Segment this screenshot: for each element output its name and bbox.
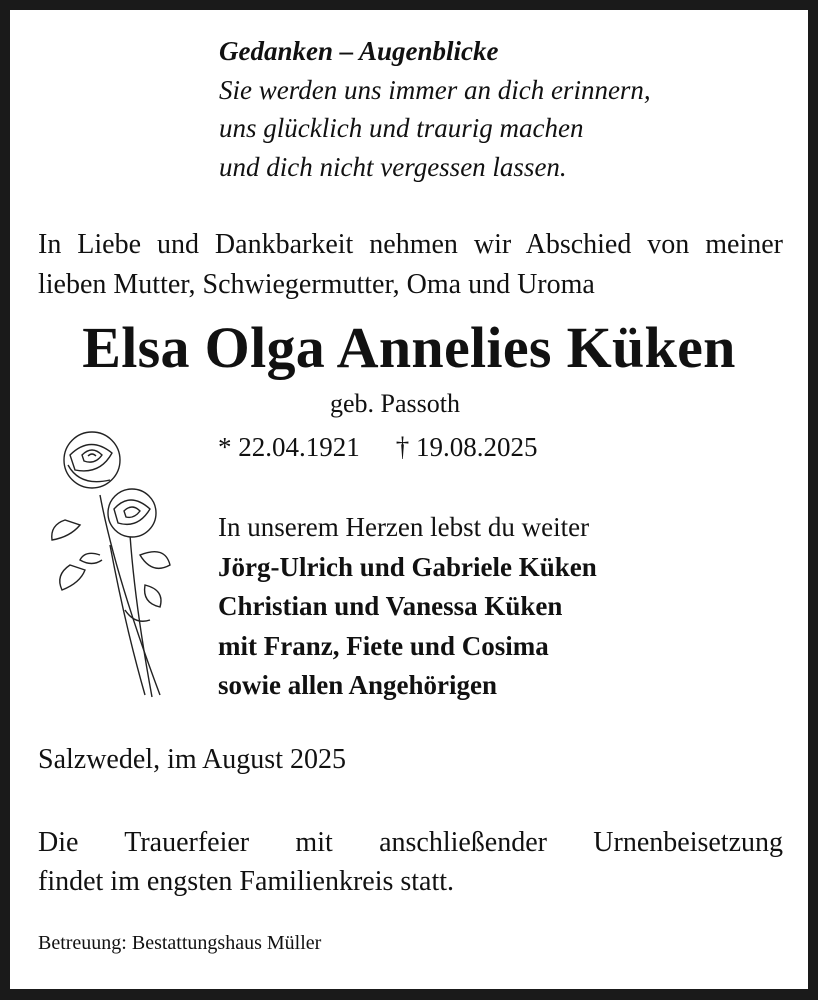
family-member: mit Franz, Fiete und Cosima	[218, 630, 549, 661]
rose-illustration	[40, 425, 180, 705]
poem-line: und dich nicht vergessen lassen.	[219, 151, 567, 182]
birth-date: * 22.04.1921	[218, 432, 360, 462]
deceased-name: Elsa Olga Annelies Küken	[82, 315, 736, 380]
family	[218, 508, 597, 706]
ceremony-line: findet im engsten Familienkreis statt.	[38, 866, 455, 897]
intro-text: In Liebe und Dankbarkeit nehmen wir Abschied von meiner lieben Mutter, Schwiegermutter, Oma und Uroma	[38, 229, 783, 300]
funeral-home: Betreuung: Bestattungshaus Müller	[38, 932, 322, 954]
ceremony-text	[38, 823, 783, 901]
family-lead: In unserem Herzen lebst du weiter	[218, 512, 590, 542]
poem-title: Gedanken – Augenblicke	[219, 36, 499, 66]
poem	[219, 32, 651, 186]
ceremony-line: Die Trauerfeier mit anschließender Urnenbeisetzung	[38, 827, 783, 858]
poem-line: Sie werden uns immer an dich erinnern,	[219, 74, 651, 105]
place-date: Salzwedel, im August 2025	[38, 744, 346, 775]
family-member: sowie allen Angehörigen	[218, 670, 498, 700]
family-member: Christian und Vanessa Küken	[218, 591, 563, 621]
poem-line: uns glücklich und traurig machen	[219, 113, 584, 143]
life-dates	[218, 432, 538, 463]
birth-name: geb. Passoth	[330, 389, 460, 418]
death-date: † 19.08.2025	[395, 432, 538, 462]
family-member: Jörg-Ulrich und Gabriele Küken	[218, 551, 597, 582]
